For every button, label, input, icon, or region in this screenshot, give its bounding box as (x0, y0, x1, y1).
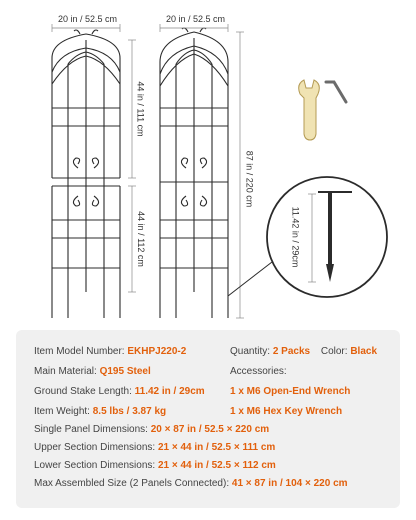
stake-length-row (34, 386, 205, 397)
item-weight-value: 8.5 lbs / 3.87 kg (92, 406, 167, 417)
quantity-value: 2 Packs (272, 346, 311, 357)
color-value: Black (350, 346, 378, 357)
right-panel-width-label: 20 in / 52.5 cm (166, 14, 226, 24)
quantity-label: Quantity: (230, 346, 271, 357)
stake-length-spec-label: Ground Stake Length: (34, 386, 132, 397)
left-panel-width-label: 20 in / 52.5 cm (58, 14, 118, 24)
upper-section-height-label: 44 in / 111 cm (135, 81, 146, 137)
accessories-label: Accessories: (230, 366, 287, 377)
lower-section-value: 21 × 44 in / 52.5 × 112 cm (157, 460, 276, 471)
upper-section-value: 21 × 44 in / 52.5 × 111 cm (157, 442, 276, 453)
total-height-label: 87 in / 220 cm (244, 150, 255, 208)
model-number-value: EKHPJ220-2 (127, 346, 187, 357)
item-weight-label: Item Weight: (34, 406, 90, 417)
lower-section-height-label: 44 in / 112 cm (135, 211, 146, 267)
stake-length-label: 11.42 in / 29cm (290, 206, 301, 268)
main-material-label: Main Material: (34, 366, 97, 377)
accessory-open-end-wrench: 1 x M6 Open-End Wrench (230, 386, 351, 397)
item-weight-row (34, 406, 166, 417)
stake-length-spec-value: 11.42 in / 29cm (134, 386, 205, 397)
single-panel-label: Single Panel Dimensions: (34, 424, 148, 435)
main-material-value: Q195 Steel (99, 366, 151, 377)
max-assembled-value: 41 × 87 in / 104 × 220 cm (231, 478, 348, 489)
quantity-color-row (230, 346, 377, 357)
single-panel-value: 20 × 87 in / 52.5 × 220 cm (150, 424, 270, 435)
hex-key-icon (326, 82, 346, 102)
model-number-label: Item Model Number: (34, 346, 125, 357)
color-label: Color: (320, 346, 348, 357)
open-end-wrench-icon (299, 80, 320, 140)
max-assembled-row (34, 478, 348, 489)
right-trellis-panel (160, 28, 228, 318)
lower-section-label: Lower Section Dimensions: (34, 460, 156, 471)
upper-section-row (34, 442, 275, 453)
left-trellis-panel (52, 30, 120, 318)
accessory-hex-key-wrench: 1 x M6 Hex Key Wrench (230, 406, 343, 417)
single-panel-row (34, 424, 269, 435)
upper-section-label: Upper Section Dimensions: (34, 442, 156, 453)
max-assembled-label: Max Assembled Size (2 Panels Connected): (34, 478, 230, 489)
main-material-row (34, 366, 151, 377)
lower-section-row (34, 460, 276, 471)
model-number-row (34, 346, 186, 357)
stake-callout-circle (267, 177, 387, 297)
